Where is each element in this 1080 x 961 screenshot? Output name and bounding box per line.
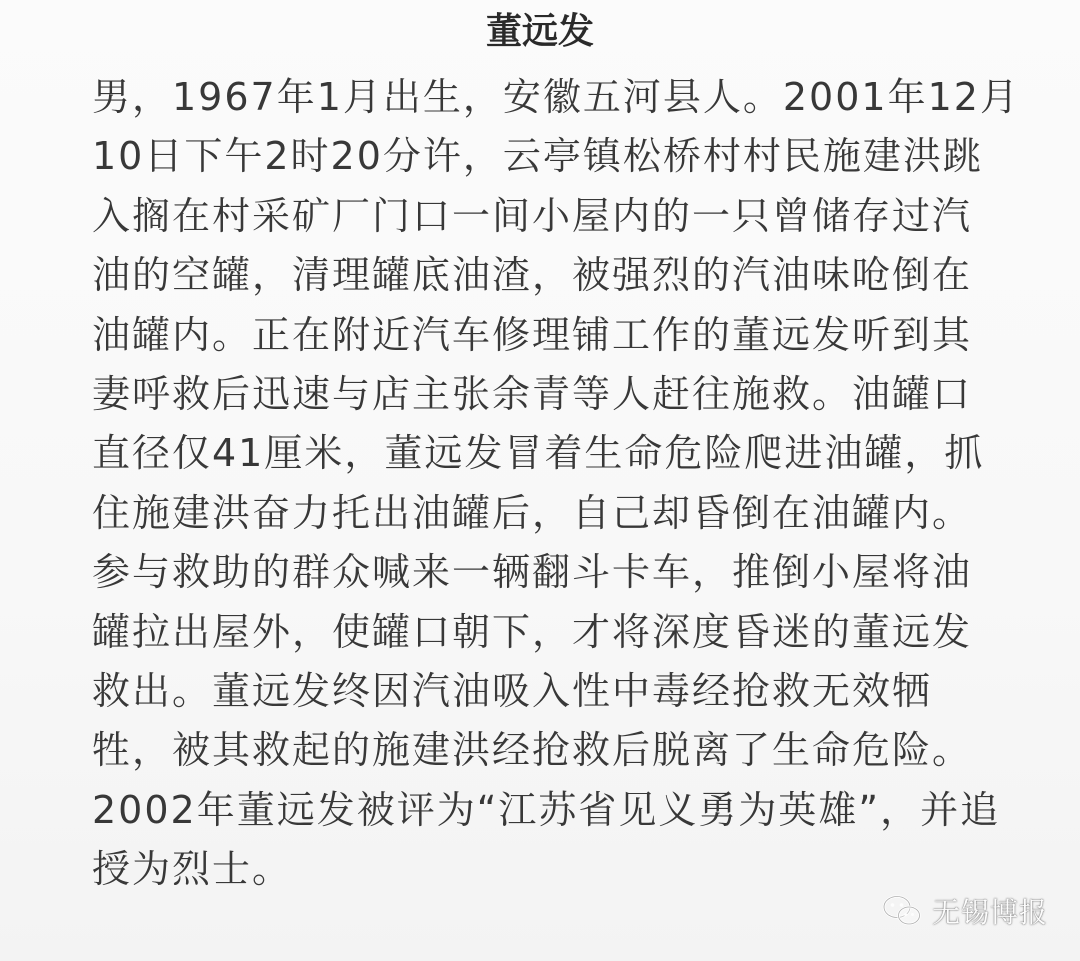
- body-line: 油的空罐，清理罐底油渣，被强烈的汽油味呛倒在: [92, 253, 973, 298]
- body-line: 牲，被其救起的施建洪经抢救后脱离了生命危险。: [92, 728, 973, 773]
- body-line: 2002年董远发被评为“江苏省见义勇为英雄”，并追: [92, 787, 1001, 832]
- watermark-text: 无锡博报: [931, 896, 1048, 929]
- body-line: 10日下午2时20分许，云亭镇松桥村村民施建洪跳: [92, 134, 983, 179]
- body-line: 油罐内。正在附近汽车修理铺工作的董远发听到其: [92, 312, 973, 357]
- wechat-icon: [882, 894, 922, 928]
- body-line: 入搁在村采矿厂门口一间小屋内的一只曾储存过汽: [92, 193, 973, 238]
- body-line: 罐拉出屋外，使罐口朝下，才将深度昏迷的董远发: [92, 609, 973, 654]
- article-body: [92, 68, 1020, 900]
- body-line: 妻呼救后迅速与店主张余青等人赶往施救。油罐口: [92, 372, 973, 417]
- body-line: 住施建洪奋力托出油罐后，自己却昏倒在油罐内。: [92, 490, 973, 535]
- page-title: 董远发: [485, 11, 594, 52]
- body-line: 参与救助的群众喊来一辆翻斗卡车，推倒小屋将油: [92, 550, 973, 595]
- body-line: 授为烈士。: [92, 847, 293, 892]
- watermark: [882, 891, 1048, 931]
- body-line: 救出。董远发终因汽油吸入性中毒经抢救无效牺: [92, 669, 933, 714]
- body-line: 男，1967年1月出生，安徽五河县人。2001年12月: [92, 75, 1020, 119]
- body-line: 直径仅41厘米，董远发冒着生命危险爬进油罐，抓: [92, 431, 985, 476]
